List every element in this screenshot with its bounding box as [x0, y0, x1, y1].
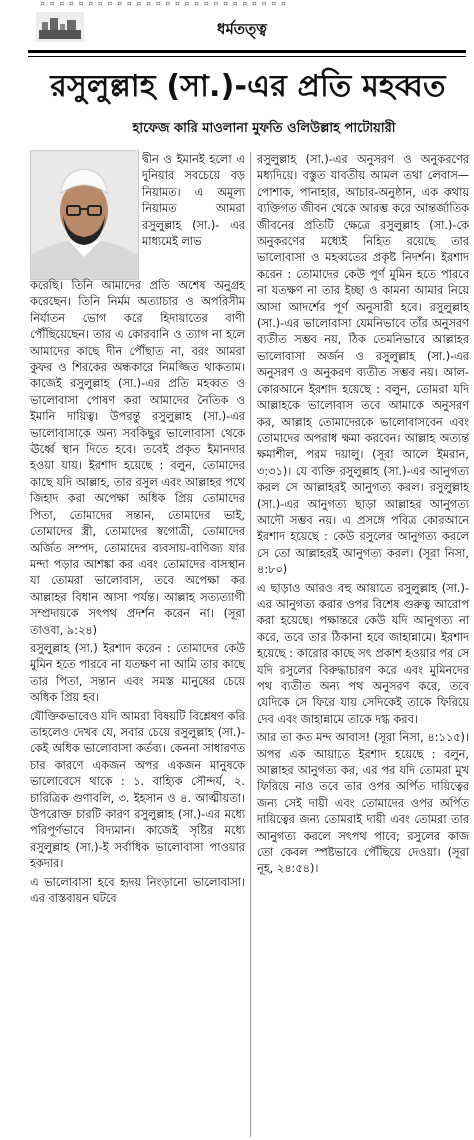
section-title: ধর্মতত্ত্ব: [217, 20, 267, 38]
column-a-paragraph: যৌক্তিকভাবেও যদি আমরা বিষয়টি বিশ্লেষণ করি তাহলেও দেখব যে, সবার চেয়ে রসুলুল্লাহ (সা.)-কেই অধিক ভালোবাসা কর্তব্য। কেননা সাধারণত চার কারণে একজন অপর একজন মানুষকে ভালোবেসে থাকে : ১. বাহ্যিক সৌন্দর্য, ২. চারিত্রিক গুণাবলি, ৩. ইহসান ও ৪. আত্মীয়তা। উপরোক্ত চারটি কারণ রসুলুল্লাহ (সা.)-এর মধ্যে পরিপূর্ণভাবে বিদ্যমান। কাজেই সৃষ্টির মধ্যে রসুলুল্লাহ (সা.)-ই সর্বাধিক ভালোবাসা পাওয়ার হকদার।: [30, 709, 245, 871]
column-a-paragraph: করেছি। তিনি আমাদের প্রতি অশেষ অনুগ্রহ করেছেন। তিনি নির্মম অত্যাচার ও অপরিসীম নির্যাতন ভোগ করে হিদায়াতের বাণী পৌঁছিয়েছেন। তার এ কোরবানি ও ত্যাগ না হলে আমাদের কাছে দীন পৌঁছাত না, বরং আমরা কুফর ও শিরকের অন্ধকারে নিমজ্জিত থাকতাম। কাজেই রসুলুল্লাহ (সা.)-এর প্রতি মহব্বত ও ভালোবাসা পোষণ করা আমাদের নৈতিক ও ইমানি দায়িত্ব। উপরন্তু রসুলুল্লাহ (সা.)-এর ভালোবাসাকে অন্য সবকিছুর ভালোবাসা থেকে ঊর্ধ্বে স্থান দিতে হবে। তবেই প্রকৃত ইমানদার হওয়া যায়। ইরশাদ হয়েছে : বলুন, তোমাদের কাছে যদি আল্লাহ, তার রসুল এবং আল্লাহর পথে জিহাদ করা অপেক্ষা অধিক প্রিয় তোমাদের পিতা, তোমাদের সন্তান, তোমাদের ভাই, তোমাদের স্ত্রী, তোমাদের স্বগোত্রী, তোমাদের অর্জিত সম্পদ, তোমাদের ব্যবসায়-বাণিজ্য যার মন্দা পড়ার আশঙ্কা কর এবং তোমাদের বাসস্থান যা তোমরা ভালোবাস, তবে অপেক্ষা কর আল্লাহর বিধান আসা পর্যন্ত। আল্লাহ সত্যত্যাগী সম্প্রদায়কে সৎপথ প্রদর্শন করেন না। (সূরা তাওবা, ৯:২৪): [30, 279, 245, 637]
article-headline: রসুলুল্লাহ (সা.)-এর প্রতি মহব্বত: [50, 69, 446, 104]
newspaper-logo-icon: [36, 12, 84, 42]
header-rule-thin: [28, 56, 466, 57]
column-b: [257, 152, 469, 880]
article-byline: হাফেজ কারি মাওলানা মুফতি ওলিউল্লাহ পাটোয়ারী: [132, 121, 396, 136]
column-b-paragraph: রসুলুল্লাহ (সা.)-এর অনুসরণ ও অনুকরণের মধ্যদিয়ে। বস্তুত যাবতীয় আমল তথা লেবাস— পোশাক, পানাহার, আচার-অনুষ্ঠান, এক কথায় ব্যক্তিগত জীবন থেকে আরম্ভ করে আন্তর্জাতিক জীবনের প্রতিটি ক্ষেত্রে রসুলুল্লাহ (সা.)-কে অনুকরণের মধ্যেই নিহিত রয়েছে তার ভালোবাসা ও মহব্বতের প্রকৃষ্ট নিদর্শন। ইরশাদ করেন : তোমাদের কেউ পূর্ণ মুমিন হতে পারবে না যতক্ষণ না তার ইচ্ছা ও কামনা আমার নিয়ে আসা আদর্শের পূর্ণ অনুসারী হবে। রসুলুল্লাহ (সা.)-এর ভালোবাসা যেমনিভাবে তাঁর অনুসরণ ব্যতীত সম্ভব নয়, ঠিক তেমনিভাবে আল্লাহর ভালোবাসা অর্জন ও রসুলুল্লাহ (সা.)-এর অনুসরণ ও অনুকরণ ব্যতীত সম্ভব নয়। আল-কোরআনে ইরশাদ হয়েছে : বলুন, তোমরা যদি আল্লাহকে ভালোবাস তবে আমাকে অনুসরণ কর, আল্লাহ তোমাদেরকে ভালোবাসবেন এবং তোমাদের অপরাধ ক্ষমা করবেন। আল্লাহ অত্যন্ত ক্ষমাশীল, পরম দয়ালু। (সূরা আলে ইমরান, ৩:৩১)। যে ব্যক্তি রসুলুল্লাহ (সা.)-এর আনুগত্য করল সে আল্লাহরই আনুগত্য করল। রসুলুল্লাহ (সা.)-এর আনুগত্য ছাড়া আল্লাহর আনুগত্য আদৌ সম্ভব নয়। এ প্রসঙ্গে পবিত্র কোরআনে ইরশাদ হয়েছে : কেউ রসুলের আনুগত্য করলে সে তো আল্লাহরই আনুগত্য করল। (সূরা নিসা, ৪:৮০): [257, 153, 469, 577]
header-rule-thick: [28, 50, 466, 53]
column-divider: [250, 152, 251, 1137]
column-a-intro-text: দ্বীন ও ইমানই হলো এ দুনিয়ার সবচেয়ে বড় নিয়ামত। এ অমূল্য নিয়ামত আমরা রসুলুল্লাহ (সা.)- এর মাধ্যমেই লাভ: [142, 153, 245, 249]
column-a-intro: [142, 152, 245, 252]
top-strip-text: ¤ ¤ ¤ ¤ ¤ ¤ ¤ ¤ ¤ ¤ ¤ ¤ ¤ ¤ ¤ ¤ ¤ ¤ ¤ ¤ ¤ ¤ ¤ ¤ ¤ ¤: [40, 0, 287, 8]
column-a: [30, 278, 245, 909]
previous-page-strip: [0, 0, 474, 10]
column-a-paragraph: এ ভালোবাসা হবে হৃদয় নিংড়ানো ভালোবাসা। এর বাস্তবায়ন ঘটবে: [30, 875, 245, 906]
column-b-paragraph: এ ছাড়াও আরও বহু আয়াতে রসুলুল্লাহ (সা.)-এর আনুগত্য করার ওপর বিশেষ গুরুত্ব আরোপ করা হয়েছে। পক্ষান্তরে কেউ যদি আনুগত্য না করে, তবে তার ঠিকানা হবে জাহান্নামে। ইরশাদ হয়েছে : কারোর কাছে সৎ প্রকাশ হওয়ার পর সে যদি রসুলের বিরুদ্ধাচারণ করে এবং মুমিনদের পথ ব্যতীত অন্য পথ অনুসরণ করে, তবে যেদিকে সে ফিরে যায় সেদিকেই তাকে ফিরিয়ে দেব এবং জাহান্নামে তাকে দগ্ধ করব।: [257, 581, 469, 726]
author-portrait-icon: [31, 151, 138, 279]
author-photo: [30, 150, 139, 280]
column-b-paragraph: আর তা কত মন্দ আবাস! (সূরা নিসা, ৪:১১৫)। অপর এক আয়াতে ইরশাদ হয়েছে : বলুন, আল্লাহর আনুগত্য কর, এর পর যদি তোমরা মুখ ফিরিয়ে নাও তবে তার ওপর অর্পিত দায়িত্বের জন্য সেই দায়ী এবং তোমাদের ওপর অর্পিত দায়িত্বের জন্য তোমরাই দায়ী এবং তোমরা তার আনুগত্য করলে সৎপথ পাবে; রসুলের কাজ তো কেবল স্পষ্টভাবে পৌঁছিয়ে দেওয়া। (সূরা নূহ, ২৪:৫৪)।: [257, 731, 469, 876]
column-a-paragraph: রসুলুল্লাহ (সা.) ইরশাদ করেন : তোমাদের কেউ মুমিন হতে পারবে না যতক্ষণ না আমি তার কাছে তার পিতা, সন্তান এবং সমস্ত মানুষের চেয়ে অধিক প্রিয় হব।: [30, 641, 245, 705]
